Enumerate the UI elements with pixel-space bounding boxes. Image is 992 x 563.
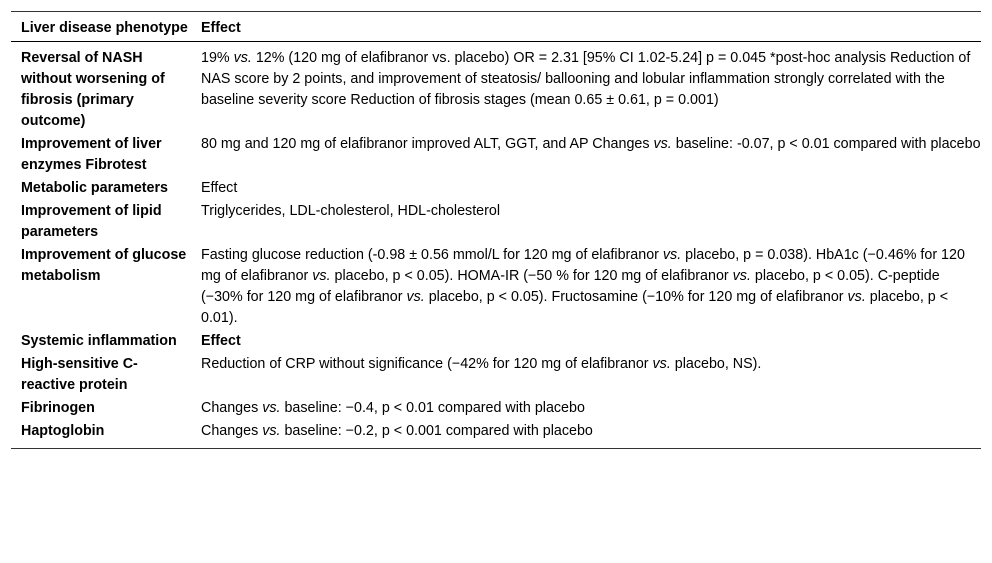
effect-text-segment: Changes xyxy=(201,423,263,439)
table-row xyxy=(11,397,981,420)
row-effect xyxy=(191,200,981,244)
results-table-wrapper xyxy=(11,11,981,449)
row-effect xyxy=(191,420,981,449)
effect-italic-segment: vs. xyxy=(847,289,866,305)
results-table xyxy=(11,11,981,449)
effect-text-segment: Effect xyxy=(201,180,238,196)
table-row xyxy=(11,353,981,397)
row-phenotype: Improvement of glucose metabolism xyxy=(21,247,187,284)
table-row xyxy=(11,177,981,200)
effect-italic-segment: vs. xyxy=(312,268,331,284)
row-phenotype: Metabolic parameters xyxy=(21,180,168,196)
table-row xyxy=(11,42,981,134)
effect-text-segment: Effect xyxy=(201,333,241,349)
effect-text-segment: placebo, p = 0.038). HbA1c (−0.46% for 120 mg of elafibranor xyxy=(201,247,965,284)
effect-italic-segment: vs. xyxy=(732,268,751,284)
effect-text-segment: 80 mg and 120 mg of elafibranor improved ALT, GGT, and AP Changes xyxy=(201,136,654,152)
effect-text-segment: Changes xyxy=(201,400,263,416)
row-phenotype: Reversal of NASH without worsening of fibrosis (primary outcome) xyxy=(21,50,165,129)
row-phenotype: Improvement of lipid parameters xyxy=(21,203,162,240)
effect-text-segment: placebo, p < 0.01). xyxy=(201,289,949,326)
effect-italic-segment: vs. xyxy=(262,400,281,416)
effect-text-segment: 12% (120 mg of elafibranor vs. placebo) OR = 2.31 [95% CI 1.02-5.24] p = 0.045 *post-hoc analysis Reduction of NAS score by 2 points, and improvement of steatosis/ ballooning and lobular inflammation strongly correlated with the baseline severity score Reduction of fibrosis stages (mean 0.65 ± 0.61, p = 0.001) xyxy=(201,50,971,108)
table-row xyxy=(11,200,981,244)
row-phenotype: Haptoglobin xyxy=(21,423,105,439)
effect-text-segment: 19% xyxy=(201,50,234,66)
header-row xyxy=(11,12,981,42)
effect-italic-segment: vs. xyxy=(653,136,672,152)
effect-text-segment: placebo, p < 0.05). Fructosamine (−10% for 120 mg of elafibranor xyxy=(424,289,848,305)
effect-italic-segment: vs. xyxy=(662,247,682,263)
table-row xyxy=(11,420,981,449)
table-body xyxy=(11,42,981,449)
row-phenotype: Fibrinogen xyxy=(21,400,95,416)
header-phenotype: Liver disease phenotype xyxy=(21,20,188,36)
row-phenotype: High-sensitive C-reactive protein xyxy=(21,356,138,393)
effect-text-segment: placebo, p < 0.05). C-peptide (−30% for 120 mg of elafibranor xyxy=(201,268,940,305)
table-row xyxy=(11,244,981,330)
effect-text-segment: placebo, NS). xyxy=(670,356,762,372)
row-phenotype: Systemic inflammation xyxy=(21,333,177,349)
row-phenotype: Improvement of liver enzymes Fibrotest xyxy=(21,136,162,173)
effect-text-segment: baseline: −0.4, p < 0.01 compared with placebo xyxy=(280,400,585,416)
row-effect xyxy=(191,177,981,200)
effect-italic-segment: vs. xyxy=(652,356,671,372)
row-effect xyxy=(191,133,981,177)
row-effect xyxy=(191,42,981,134)
effect-italic-segment: vs. xyxy=(406,289,425,305)
header-effect: Effect xyxy=(201,20,241,36)
effect-text-segment: placebo, p < 0.05). HOMA-IR (−50 % for 120 mg of elafibranor xyxy=(330,268,733,284)
effect-text-segment: Triglycerides, LDL-cholesterol, HDL-cholesterol xyxy=(201,203,501,219)
table-row xyxy=(11,133,981,177)
effect-text-segment: Reduction of CRP without significance (−42% for 120 mg of elafibranor xyxy=(201,356,653,372)
effect-text-segment: baseline: −0.2, p < 0.001 compared with placebo xyxy=(280,423,593,439)
row-effect xyxy=(191,353,981,397)
effect-italic-segment: vs. xyxy=(233,50,252,66)
row-effect xyxy=(191,397,981,420)
row-effect xyxy=(191,330,981,353)
table-row xyxy=(11,330,981,353)
effect-text-segment: baseline: -0.07, p < 0.01 compared with placebo xyxy=(671,136,981,152)
effect-italic-segment: vs. xyxy=(262,423,281,439)
table-header xyxy=(11,12,981,42)
effect-text-segment: Fasting glucose reduction (-0.98 ± 0.56 mmol/L for 120 mg of elafibranor xyxy=(201,247,663,263)
row-effect xyxy=(191,244,981,330)
